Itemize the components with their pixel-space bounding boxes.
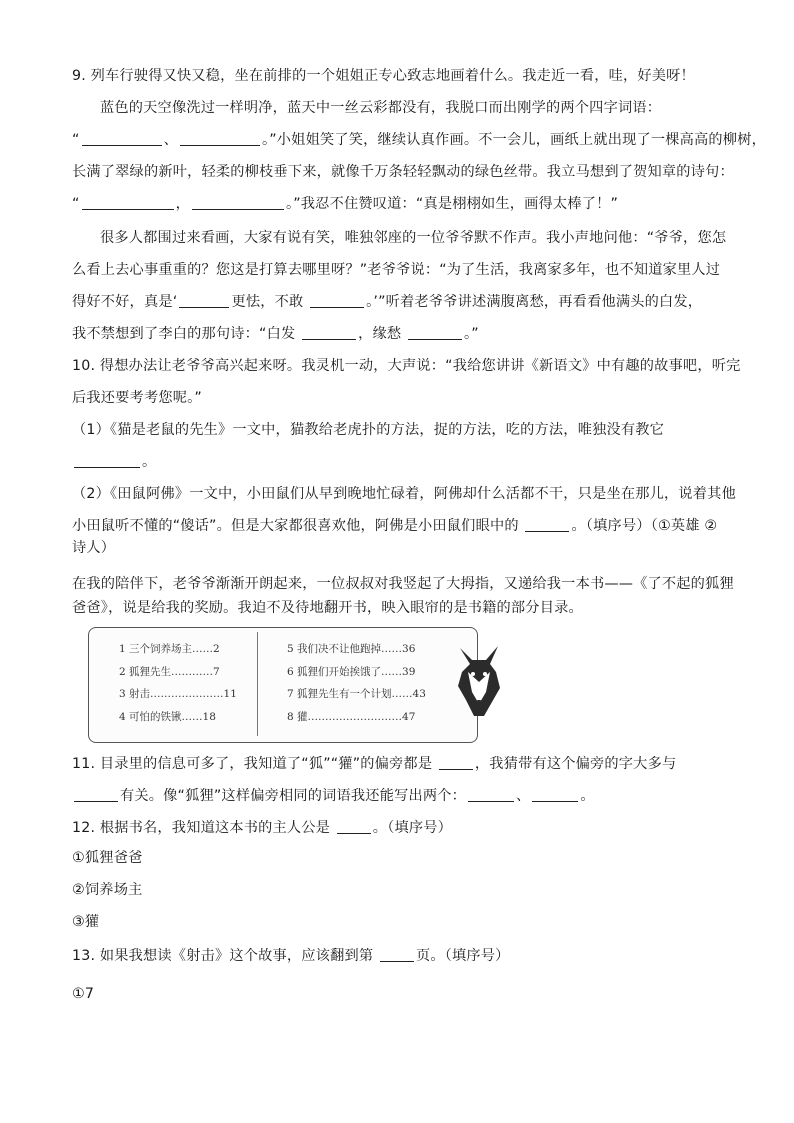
q13-text-b: 页。（填序号） xyxy=(415,948,510,964)
toc-entry: 8 獾………………………47 xyxy=(287,710,416,723)
q13-option-1[interactable]: ①7 xyxy=(72,986,95,1002)
q10-sub2-line-3: 诗人） xyxy=(72,540,116,556)
answer-blank[interactable] xyxy=(525,517,569,532)
q13-text-a: 13. 如果我想读《射击》这个故事，应该翻到第 xyxy=(72,948,378,964)
separator: ， xyxy=(175,196,190,212)
q10-sub2-line-2 xyxy=(72,516,732,536)
q11-text-c: 有关。像“狐狸”这样偏旁相同的词语我还能写出两个： xyxy=(120,788,467,804)
book-toc-image xyxy=(88,627,478,743)
answer-blank[interactable] xyxy=(408,325,462,340)
q9-line-9-b: ，缘愁 xyxy=(358,326,406,342)
q12-option-1[interactable]: ①狐狸爸爸 xyxy=(72,850,143,866)
answer-blank[interactable] xyxy=(468,787,514,802)
q11-text-b: ，我猜带有这个偏旁的字大多与 xyxy=(474,756,677,772)
answer-blank[interactable] xyxy=(310,293,364,308)
quote-open: “ xyxy=(72,196,80,212)
q9-line-9-a: 我不禁想到了李白的那句诗：“白发 xyxy=(72,326,301,342)
fox-illustration-icon xyxy=(452,642,506,720)
q9-line-5 xyxy=(72,194,732,214)
answer-blank[interactable] xyxy=(302,325,356,340)
q10-sub1: （1）《猫是老鼠的先生》一文中，猫教给老虎扑的方法，捉的方法，吃的方法，唯独没有教它 xyxy=(72,422,665,438)
answer-blank[interactable] xyxy=(74,787,118,802)
q10-sub2-line-1: （2）《田鼠阿佛》一文中，小田鼠们从早到晚地忙碌着，阿佛却什么活都不干，只是坐在那儿，说着其他 xyxy=(72,486,736,502)
toc-entry: 4 可怕的铁锹……18 xyxy=(119,710,216,723)
q12-option-3[interactable]: ③獾 xyxy=(72,914,100,930)
q9-line-8 xyxy=(72,292,732,312)
period: 。 xyxy=(142,454,157,470)
separator: 、 xyxy=(163,132,178,148)
answer-blank[interactable] xyxy=(532,787,578,802)
toc-left-column xyxy=(119,638,237,728)
q12-text-b: 。（填序号） xyxy=(372,820,453,836)
quote-open: “ xyxy=(72,132,80,148)
toc-entry: 5 我们决不让他跑掉……36 xyxy=(287,643,416,655)
bridge-line-1: 在我的陪伴下，老爷爷渐渐开朗起来，一位叔叔对我竖起了大拇指，又递给我一本书——《了不起的狐狸 xyxy=(72,576,734,592)
q9-line-5-text: 。”我忍不住赞叹道：“真是栩栩如生，画得太棒了！” xyxy=(285,196,619,212)
toc-entry: 6 狐狸们开始挨饿了……39 xyxy=(287,665,416,678)
q11-line-2 xyxy=(72,786,732,806)
bridge-line-2: 爸爸》，说是给我的奖励。我迫不及待地翻开书，映入眼帘的是书籍的部分目录。 xyxy=(72,600,583,616)
q9-line-2: 蓝色的天空像洗过一样明净，蓝天中一丝云彩都没有，我脱口而出刚学的两个四字词语： xyxy=(100,100,662,116)
answer-blank[interactable] xyxy=(180,131,260,146)
q12-stem xyxy=(72,818,732,838)
toc-entry: 1 三个饲养场主……2 xyxy=(119,643,220,655)
q9-line-3 xyxy=(72,130,766,150)
toc-right-column xyxy=(287,638,426,728)
q9-line-9-c: 。” xyxy=(463,326,479,342)
q10-sub2-options: 。（填序号）（①英雄 ② xyxy=(571,518,718,534)
q9-line-9 xyxy=(72,324,732,344)
q13-stem xyxy=(72,946,732,966)
answer-blank[interactable] xyxy=(74,453,140,468)
q11-line-1 xyxy=(72,754,732,774)
toc-entry: 2 狐狸先生…………7 xyxy=(119,665,220,678)
q12-option-2[interactable]: ②饲养场主 xyxy=(72,882,143,898)
answer-blank[interactable] xyxy=(380,947,414,962)
separator: 、 xyxy=(516,788,531,804)
period: 。 xyxy=(580,788,595,804)
q9-line-3-text: 。”小姐姐笑了笑，继续认真作画。不一会儿，画纸上就出现了一棵高高的柳树， xyxy=(261,132,766,148)
q10-line-1: 10. 得想办法让老爷爷高兴起来呀。我灵机一动，大声说：“我给您讲讲《新语文》中有趣的故事吧，听完 xyxy=(72,358,741,374)
q9-line-4: 长满了翠绿的新叶，轻柔的柳枝垂下来，就像千万条轻轻飘动的绿色丝带。我立马想到了贺知章的诗句： xyxy=(72,164,734,180)
q10-line-2: 后我还要考考您呢。” xyxy=(72,390,202,406)
q9-line-1: 9. 列车行驶得又快又稳，坐在前排的一个姐姐正专心致志地画着什么。我走近一看，哇，好美呀！ xyxy=(72,68,695,84)
toc-divider xyxy=(257,632,258,736)
q9-line-6: 很多人都围过来看画，大家有说有笑，唯独邻座的一位爷爷默不作声。我小声地问他：“爷爷，您怎 xyxy=(100,230,727,246)
q10-sub1-answer xyxy=(72,452,732,472)
toc-entry: 7 狐狸先生有一个计划……43 xyxy=(287,688,426,700)
answer-blank[interactable] xyxy=(192,195,284,210)
answer-blank[interactable] xyxy=(337,819,371,834)
q9-line-8-c: 。’”听着老爷爷讲述满腹离愁，再看看他满头的白发， xyxy=(366,294,703,310)
q9-line-8-b: 更怯，不敢 xyxy=(231,294,309,310)
q10-sub2-text: 小田鼠听不懂的“傻话”。但是大家都很喜欢他，阿佛是小田鼠们眼中的 xyxy=(72,518,524,534)
answer-blank[interactable] xyxy=(439,755,473,770)
q11-text-a: 11. 目录里的信息可多了，我知道了“狐”“獾”的偏旁都是 xyxy=(72,756,437,772)
q9-line-8-a: 得好不好，真是‘ xyxy=(72,294,178,310)
q9-line-7: 么看上去心事重重的？您这是打算去哪里呀？”老爷爷说：“为了生活，我离家多年，也不知道家里人过 xyxy=(72,262,721,278)
answer-blank[interactable] xyxy=(82,195,174,210)
answer-blank[interactable] xyxy=(82,131,162,146)
answer-blank[interactable] xyxy=(179,293,229,308)
toc-entry: 3 射击…………………11 xyxy=(119,688,237,700)
q12-text-a: 12. 根据书名，我知道这本书的主人公是 xyxy=(72,820,335,836)
